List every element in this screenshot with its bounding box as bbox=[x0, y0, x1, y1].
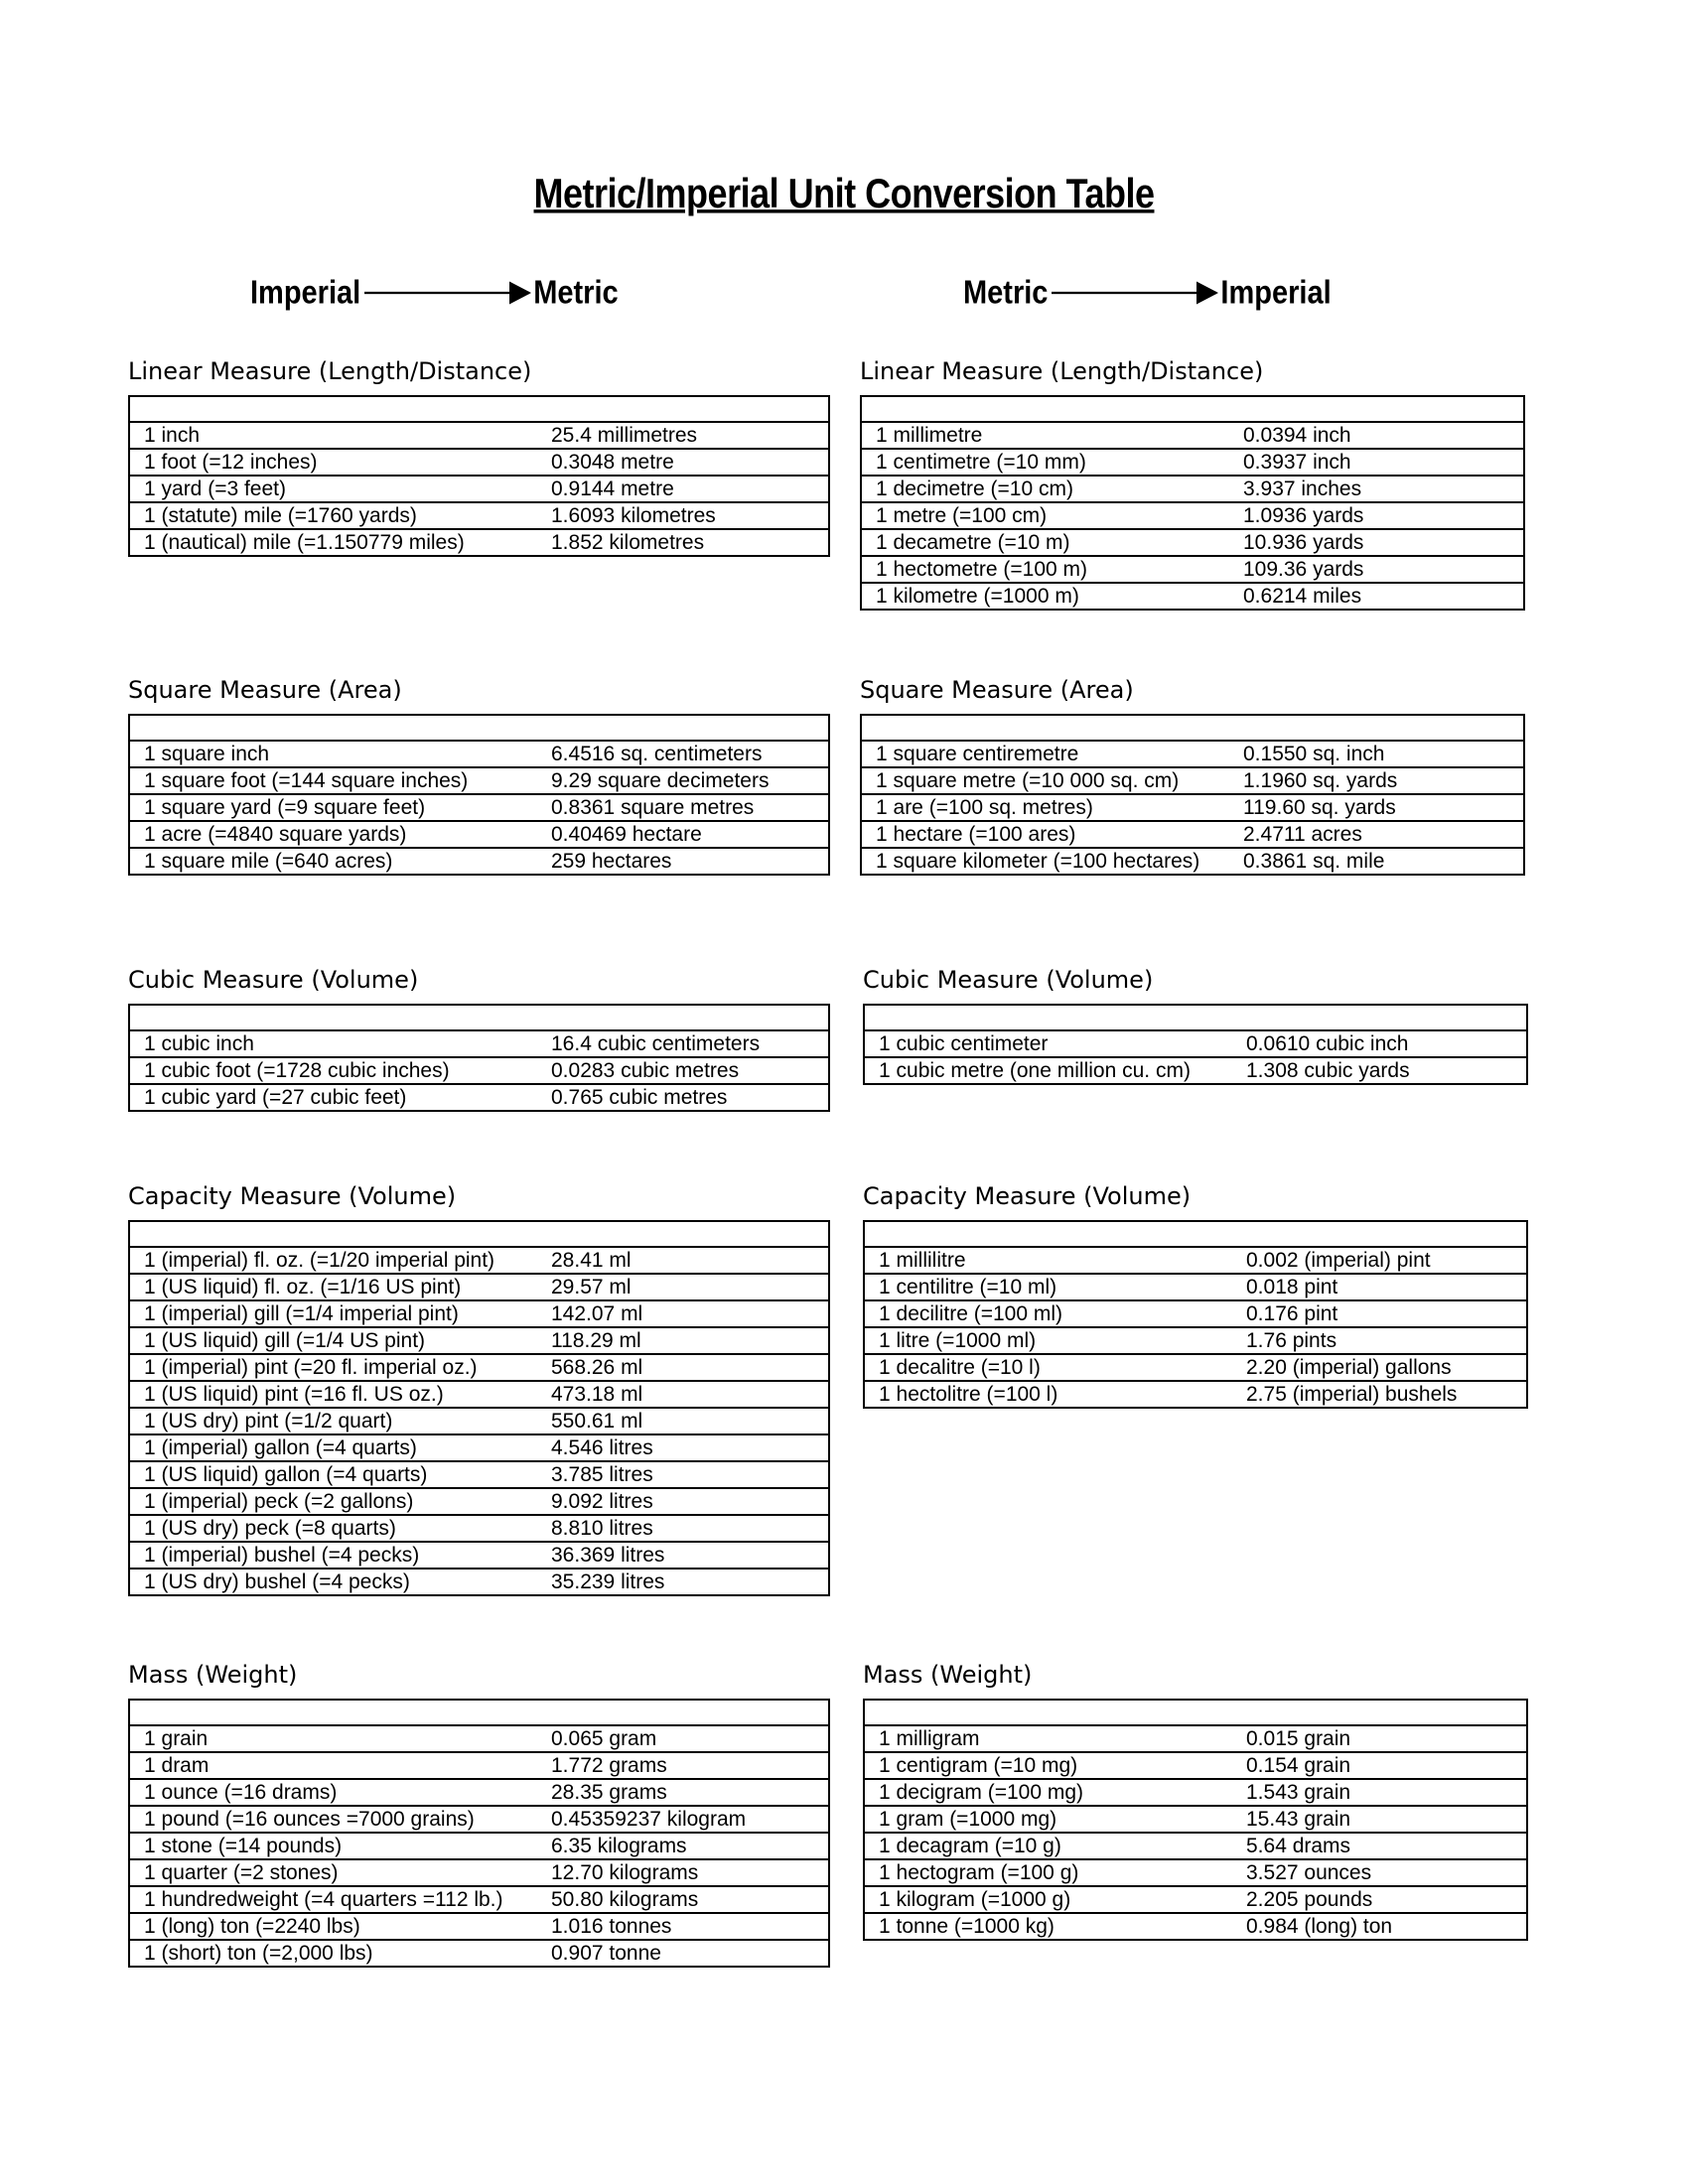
table-row bbox=[862, 849, 1523, 874]
table-row bbox=[865, 1248, 1526, 1275]
equivalent-cell: 259 hectares bbox=[551, 850, 672, 873]
table-row bbox=[130, 1355, 828, 1382]
equivalent-cell: 0.0394 inch bbox=[1243, 424, 1351, 447]
table-header-row bbox=[130, 1701, 828, 1726]
equivalent-cell: 109.36 yards bbox=[1243, 558, 1364, 581]
table-row bbox=[862, 423, 1523, 450]
equivalent-cell: 8.810 litres bbox=[551, 1517, 653, 1540]
conversion-table bbox=[128, 714, 830, 876]
conversion-table bbox=[128, 1004, 830, 1112]
table-row bbox=[130, 1780, 828, 1807]
table-row bbox=[130, 822, 828, 849]
capacity-metric-section bbox=[863, 1181, 1528, 1409]
unit-cell: 1 kilogram (=1000 g) bbox=[879, 1888, 1071, 1911]
table-row bbox=[130, 503, 828, 530]
unit-cell: 1 are (=100 sq. metres) bbox=[876, 796, 1093, 819]
unit-cell: 1 square kilometer (=100 hectares) bbox=[876, 850, 1200, 873]
equivalent-cell: 15.43 grain bbox=[1246, 1808, 1351, 1831]
table-row bbox=[865, 1382, 1526, 1407]
conversion-table bbox=[863, 1699, 1528, 1941]
equivalent-cell: 0.018 pint bbox=[1246, 1276, 1338, 1298]
table-row bbox=[130, 530, 828, 555]
table-row bbox=[865, 1058, 1526, 1083]
table-row bbox=[130, 1516, 828, 1543]
equivalent-cell: 3.527 ounces bbox=[1246, 1861, 1372, 1884]
unit-cell: 1 hectogram (=100 g) bbox=[879, 1861, 1079, 1884]
table-row bbox=[865, 1887, 1526, 1914]
equivalent-cell: 0.065 gram bbox=[551, 1727, 657, 1750]
equivalent-cell: 568.26 ml bbox=[551, 1356, 643, 1379]
unit-cell: 1 ounce (=16 drams) bbox=[144, 1781, 338, 1804]
table-row bbox=[862, 530, 1523, 557]
conversion-table bbox=[863, 1004, 1528, 1085]
equivalent-cell: 16.4 cubic centimeters bbox=[551, 1032, 761, 1055]
conversion-table bbox=[860, 395, 1525, 611]
table-row bbox=[865, 1301, 1526, 1328]
equivalent-cell: 10.936 yards bbox=[1243, 531, 1364, 554]
unit-cell: 1 metre (=100 cm) bbox=[876, 504, 1048, 527]
equivalent-cell: 35.239 litres bbox=[551, 1570, 665, 1593]
table-row bbox=[862, 584, 1523, 609]
section-heading: Capacity Measure (Volume) bbox=[863, 1182, 1192, 1210]
unit-cell: 1 kilometre (=1000 m) bbox=[876, 585, 1079, 608]
equivalent-cell: 0.6214 miles bbox=[1243, 585, 1362, 608]
unit-cell: 1 foot (=12 inches) bbox=[144, 451, 318, 474]
unit-cell: 1 millilitre bbox=[879, 1249, 966, 1272]
unit-cell: 1 (imperial) gallon (=4 quarts) bbox=[144, 1436, 417, 1459]
unit-cell: 1 (nautical) mile (=1.150779 miles) bbox=[144, 531, 465, 554]
table-row bbox=[865, 1753, 1526, 1780]
table-row bbox=[130, 1726, 828, 1753]
table-row bbox=[865, 1780, 1526, 1807]
table-header-row bbox=[865, 1701, 1526, 1726]
equivalent-cell: 1.6093 kilometres bbox=[551, 504, 716, 527]
unit-cell: 1 acre (=4840 square yards) bbox=[144, 823, 407, 846]
conversion-table bbox=[128, 1699, 830, 1968]
table-row bbox=[862, 450, 1523, 477]
capacity-imperial-section bbox=[128, 1181, 830, 1596]
equivalent-cell: 118.29 ml bbox=[551, 1329, 641, 1352]
equivalent-cell: 1.308 cubic yards bbox=[1246, 1059, 1410, 1082]
unit-cell: 1 decalitre (=10 l) bbox=[879, 1356, 1041, 1379]
unit-cell: 1 decimetre (=10 cm) bbox=[876, 478, 1073, 500]
equivalent-cell: 0.002 (imperial) pint bbox=[1246, 1249, 1431, 1272]
table-header-row bbox=[865, 1222, 1526, 1248]
equivalent-cell: 550.61 ml bbox=[551, 1410, 643, 1433]
equivalent-cell: 0.45359237 kilogram bbox=[551, 1808, 747, 1831]
equivalent-cell: 9.092 litres bbox=[551, 1490, 653, 1513]
unit-cell: 1 cubic yard (=27 cubic feet) bbox=[144, 1086, 407, 1109]
table-row bbox=[130, 1031, 828, 1058]
equivalent-cell: 0.3048 metre bbox=[551, 451, 674, 474]
unit-cell: 1 hundredweight (=4 quarters =112 lb.) bbox=[144, 1888, 503, 1911]
table-row bbox=[865, 1807, 1526, 1834]
equivalent-cell: 1.772 grams bbox=[551, 1754, 667, 1777]
equivalent-cell: 142.07 ml bbox=[551, 1302, 643, 1325]
table-row bbox=[862, 477, 1523, 503]
unit-cell: 1 (US liquid) gallon (=4 quarts) bbox=[144, 1463, 428, 1486]
equivalent-cell: 4.546 litres bbox=[551, 1436, 653, 1459]
equivalent-cell: 1.76 pints bbox=[1246, 1329, 1337, 1352]
equivalent-cell: 2.20 (imperial) gallons bbox=[1246, 1356, 1452, 1379]
unit-cell: 1 centigram (=10 mg) bbox=[879, 1754, 1078, 1777]
unit-cell: 1 gram (=1000 mg) bbox=[879, 1808, 1057, 1831]
equivalent-cell: 12.70 kilograms bbox=[551, 1861, 699, 1884]
table-row bbox=[862, 557, 1523, 584]
cubic-metric-section bbox=[863, 965, 1528, 1085]
square-metric-section bbox=[860, 675, 1525, 876]
unit-cell: 1 litre (=1000 ml) bbox=[879, 1329, 1037, 1352]
table-header-row bbox=[862, 716, 1523, 742]
equivalent-cell: 9.29 square decimeters bbox=[551, 769, 770, 792]
unit-cell: 1 stone (=14 pounds) bbox=[144, 1835, 343, 1857]
unit-cell: 1 (imperial) fl. oz. (=1/20 imperial pint) bbox=[144, 1249, 495, 1272]
table-row bbox=[130, 1914, 828, 1941]
table-row bbox=[130, 1860, 828, 1887]
unit-cell: 1 decilitre (=100 ml) bbox=[879, 1302, 1062, 1325]
unit-cell: 1 centilitre (=10 ml) bbox=[879, 1276, 1057, 1298]
equivalent-cell: 2.75 (imperial) bushels bbox=[1246, 1383, 1458, 1406]
equivalent-cell: 0.984 (long) ton bbox=[1246, 1915, 1393, 1938]
unit-cell: 1 square mile (=640 acres) bbox=[144, 850, 393, 873]
table-row bbox=[130, 1887, 828, 1914]
table-header-row bbox=[865, 1006, 1526, 1031]
unit-cell: 1 (US dry) peck (=8 quarts) bbox=[144, 1517, 396, 1540]
table-row bbox=[862, 503, 1523, 530]
cubic-imperial-section bbox=[128, 965, 830, 1112]
equivalent-cell: 0.8361 square metres bbox=[551, 796, 755, 819]
section-heading: Capacity Measure (Volume) bbox=[128, 1182, 457, 1210]
equivalent-cell: 473.18 ml bbox=[551, 1383, 643, 1406]
direction-imperial-to-metric bbox=[250, 273, 619, 312]
table-row bbox=[130, 1301, 828, 1328]
direction-from-label: Metric bbox=[963, 274, 1049, 311]
equivalent-cell: 3.785 litres bbox=[551, 1463, 653, 1486]
equivalent-cell: 1.0936 yards bbox=[1243, 504, 1364, 527]
equivalent-cell: 119.60 sq. yards bbox=[1243, 796, 1396, 819]
section-heading: Cubic Measure (Volume) bbox=[863, 966, 1154, 994]
section-heading: Square Measure (Area) bbox=[860, 676, 1134, 704]
unit-cell: 1 tonne (=1000 kg) bbox=[879, 1915, 1055, 1938]
table-row bbox=[130, 1753, 828, 1780]
unit-cell: 1 millimetre bbox=[876, 424, 983, 447]
unit-cell: 1 (statute) mile (=1760 yards) bbox=[144, 504, 417, 527]
section-heading: Mass (Weight) bbox=[863, 1661, 1033, 1689]
right-arrow-icon bbox=[1052, 292, 1216, 294]
linear-metric-section bbox=[860, 356, 1525, 611]
direction-metric-to-imperial bbox=[963, 273, 1332, 312]
equivalent-cell: 36.369 litres bbox=[551, 1544, 665, 1567]
table-row bbox=[865, 1860, 1526, 1887]
unit-cell: 1 decigram (=100 mg) bbox=[879, 1781, 1084, 1804]
equivalent-cell: 1.1960 sq. yards bbox=[1243, 769, 1398, 792]
unit-cell: 1 (US liquid) fl. oz. (=1/16 US pint) bbox=[144, 1276, 462, 1298]
table-row bbox=[130, 1328, 828, 1355]
table-row bbox=[130, 1941, 828, 1966]
equivalent-cell: 1.016 tonnes bbox=[551, 1915, 672, 1938]
equivalent-cell: 28.35 grams bbox=[551, 1781, 667, 1804]
equivalent-cell: 0.3937 inch bbox=[1243, 451, 1351, 474]
equivalent-cell: 0.765 cubic metres bbox=[551, 1086, 728, 1109]
table-row bbox=[862, 795, 1523, 822]
unit-cell: 1 cubic metre (one million cu. cm) bbox=[879, 1059, 1191, 1082]
table-row bbox=[130, 1543, 828, 1570]
conversion-table bbox=[863, 1220, 1528, 1409]
table-row bbox=[130, 1409, 828, 1435]
table-row bbox=[130, 423, 828, 450]
mass-metric-section bbox=[863, 1660, 1528, 1941]
unit-cell: 1 yard (=3 feet) bbox=[144, 478, 286, 500]
unit-cell: 1 (US dry) bushel (=4 pecks) bbox=[144, 1570, 410, 1593]
table-row bbox=[130, 795, 828, 822]
unit-cell: 1 (imperial) pint (=20 fl. imperial oz.) bbox=[144, 1356, 478, 1379]
unit-cell: 1 cubic inch bbox=[144, 1032, 254, 1055]
equivalent-cell: 3.937 inches bbox=[1243, 478, 1362, 500]
equivalent-cell: 0.40469 hectare bbox=[551, 823, 702, 846]
equivalent-cell: 6.35 kilograms bbox=[551, 1835, 687, 1857]
table-row bbox=[130, 477, 828, 503]
table-header-row bbox=[130, 1006, 828, 1031]
unit-cell: 1 (imperial) peck (=2 gallons) bbox=[144, 1490, 414, 1513]
direction-from-label: Imperial bbox=[250, 274, 361, 311]
unit-cell: 1 square inch bbox=[144, 743, 270, 765]
unit-cell: 1 inch bbox=[144, 424, 201, 447]
right-arrow-icon bbox=[364, 292, 529, 294]
table-row bbox=[865, 1726, 1526, 1753]
unit-cell: 1 hectolitre (=100 l) bbox=[879, 1383, 1058, 1406]
unit-cell: 1 (US liquid) pint (=16 fl. US oz.) bbox=[144, 1383, 444, 1406]
unit-cell: 1 square centiremetre bbox=[876, 743, 1079, 765]
unit-cell: 1 grain bbox=[144, 1727, 209, 1750]
table-row bbox=[865, 1355, 1526, 1382]
table-row bbox=[130, 450, 828, 477]
table-row bbox=[130, 742, 828, 768]
table-row bbox=[862, 822, 1523, 849]
direction-to-label: Imperial bbox=[1220, 274, 1332, 311]
section-heading: Linear Measure (Length/Distance) bbox=[860, 357, 1264, 385]
unit-cell: 1 quarter (=2 stones) bbox=[144, 1861, 339, 1884]
unit-cell: 1 (short) ton (=2,000 lbs) bbox=[144, 1942, 373, 1965]
unit-cell: 1 cubic foot (=1728 cubic inches) bbox=[144, 1059, 450, 1082]
equivalent-cell: 50.80 kilograms bbox=[551, 1888, 699, 1911]
table-row bbox=[130, 1489, 828, 1516]
unit-cell: 1 centimetre (=10 mm) bbox=[876, 451, 1086, 474]
unit-cell: 1 milligram bbox=[879, 1727, 980, 1750]
conversion-table bbox=[128, 1220, 830, 1596]
unit-cell: 1 (imperial) bushel (=4 pecks) bbox=[144, 1544, 420, 1567]
equivalent-cell: 1.543 grain bbox=[1246, 1781, 1351, 1804]
linear-imperial-section bbox=[128, 356, 830, 557]
table-row bbox=[130, 1058, 828, 1085]
equivalent-cell: 5.64 drams bbox=[1246, 1835, 1351, 1857]
table-header-row bbox=[130, 1222, 828, 1248]
equivalent-cell: 1.852 kilometres bbox=[551, 531, 705, 554]
square-imperial-section bbox=[128, 675, 830, 876]
unit-cell: 1 hectare (=100 ares) bbox=[876, 823, 1076, 846]
table-row bbox=[130, 1570, 828, 1594]
table-header-row bbox=[130, 716, 828, 742]
table-row bbox=[865, 1031, 1526, 1058]
unit-cell: 1 hectometre (=100 m) bbox=[876, 558, 1088, 581]
conversion-table bbox=[128, 395, 830, 557]
equivalent-cell: 2.4711 acres bbox=[1243, 823, 1362, 846]
table-header-row bbox=[130, 397, 828, 423]
equivalent-cell: 29.57 ml bbox=[551, 1276, 632, 1298]
table-header-row bbox=[862, 397, 1523, 423]
table-row bbox=[130, 768, 828, 795]
equivalent-cell: 0.0610 cubic inch bbox=[1246, 1032, 1409, 1055]
equivalent-cell: 0.154 grain bbox=[1246, 1754, 1351, 1777]
equivalent-cell: 0.176 pint bbox=[1246, 1302, 1338, 1325]
table-row bbox=[130, 1807, 828, 1834]
equivalent-cell: 0.9144 metre bbox=[551, 478, 674, 500]
table-row bbox=[865, 1328, 1526, 1355]
table-row bbox=[130, 1435, 828, 1462]
section-heading: Linear Measure (Length/Distance) bbox=[128, 357, 532, 385]
table-row bbox=[130, 849, 828, 874]
table-row bbox=[865, 1914, 1526, 1939]
table-row bbox=[130, 1275, 828, 1301]
mass-imperial-section bbox=[128, 1660, 830, 1968]
equivalent-cell: 6.4516 sq. centimeters bbox=[551, 743, 763, 765]
unit-cell: 1 (long) ton (=2240 lbs) bbox=[144, 1915, 360, 1938]
unit-cell: 1 square yard (=9 square feet) bbox=[144, 796, 426, 819]
equivalent-cell: 2.205 pounds bbox=[1246, 1888, 1373, 1911]
equivalent-cell: 0.3861 sq. mile bbox=[1243, 850, 1385, 873]
unit-cell: 1 decagram (=10 g) bbox=[879, 1835, 1061, 1857]
equivalent-cell: 28.41 ml bbox=[551, 1249, 632, 1272]
direction-to-label: Metric bbox=[533, 274, 619, 311]
table-row bbox=[862, 742, 1523, 768]
table-row bbox=[130, 1085, 828, 1110]
table-row bbox=[130, 1248, 828, 1275]
equivalent-cell: 25.4 millimetres bbox=[551, 424, 698, 447]
equivalent-cell: 0.1550 sq. inch bbox=[1243, 743, 1385, 765]
section-heading: Square Measure (Area) bbox=[128, 676, 402, 704]
table-row bbox=[865, 1275, 1526, 1301]
unit-cell: 1 (imperial) gill (=1/4 imperial pint) bbox=[144, 1302, 459, 1325]
section-heading: Cubic Measure (Volume) bbox=[128, 966, 419, 994]
table-row bbox=[865, 1834, 1526, 1860]
table-row bbox=[130, 1462, 828, 1489]
equivalent-cell: 0.907 tonne bbox=[551, 1942, 661, 1965]
table-row bbox=[862, 768, 1523, 795]
table-row bbox=[130, 1382, 828, 1409]
page-title: Metric/Imperial Unit Conversion Table bbox=[533, 169, 1155, 216]
equivalent-cell: 0.015 grain bbox=[1246, 1727, 1351, 1750]
equivalent-cell: 0.0283 cubic metres bbox=[551, 1059, 740, 1082]
unit-cell: 1 (US dry) pint (=1/2 quart) bbox=[144, 1410, 393, 1433]
unit-cell: 1 cubic centimeter bbox=[879, 1032, 1049, 1055]
table-row bbox=[130, 1834, 828, 1860]
unit-cell: 1 dram bbox=[144, 1754, 210, 1777]
unit-cell: 1 square foot (=144 square inches) bbox=[144, 769, 469, 792]
section-heading: Mass (Weight) bbox=[128, 1661, 298, 1689]
unit-cell: 1 (US liquid) gill (=1/4 US pint) bbox=[144, 1329, 426, 1352]
unit-cell: 1 square metre (=10 000 sq. cm) bbox=[876, 769, 1180, 792]
conversion-table bbox=[860, 714, 1525, 876]
unit-cell: 1 decametre (=10 m) bbox=[876, 531, 1070, 554]
unit-cell: 1 pound (=16 ounces =7000 grains) bbox=[144, 1808, 475, 1831]
